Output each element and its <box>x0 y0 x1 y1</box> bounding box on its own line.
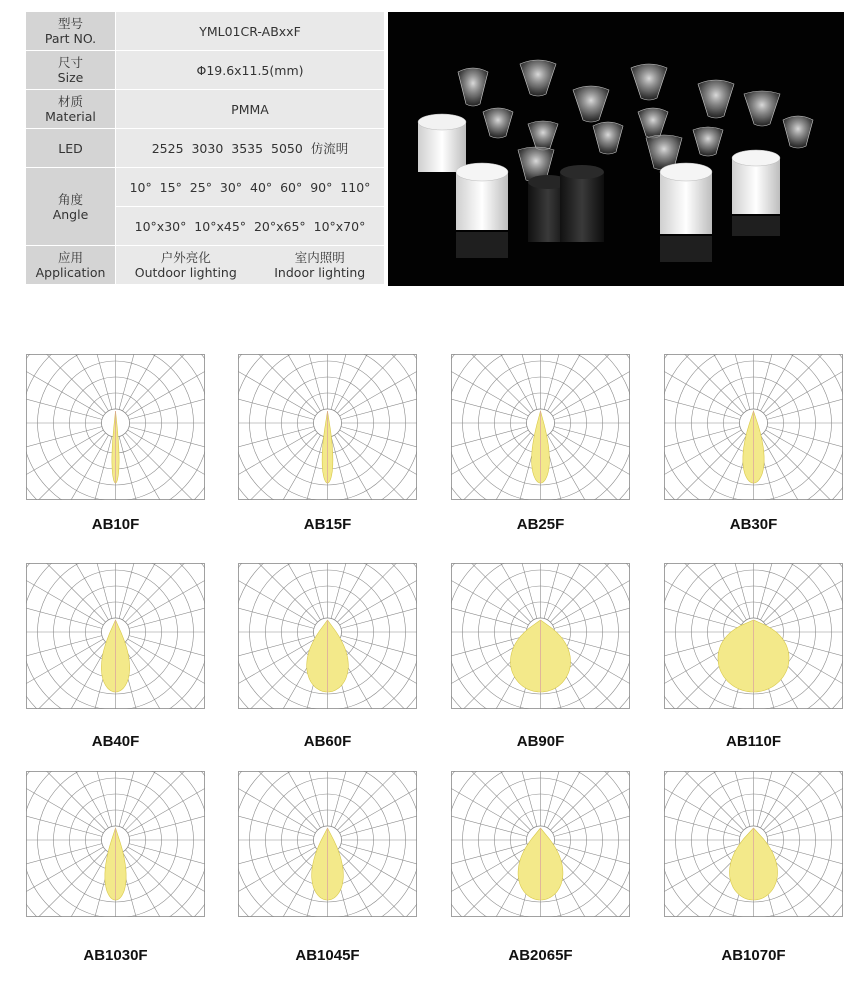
grid-spoke <box>337 642 417 709</box>
beam-label: AB90F <box>516 733 565 750</box>
beam-diagram <box>664 354 843 500</box>
beam-label: AB25F <box>516 516 565 533</box>
grid-spoke <box>26 636 102 684</box>
grid-spoke <box>702 437 750 500</box>
grid-spoke <box>129 427 205 475</box>
beam-diagram <box>451 563 630 709</box>
grid-spoke <box>337 850 417 917</box>
beam-diagram <box>664 771 843 917</box>
grid-spoke <box>238 850 318 917</box>
grid-spoke <box>702 354 750 409</box>
grid-spoke <box>340 639 417 709</box>
beam-label: AB1070F <box>721 947 786 964</box>
angle-label-cn: 角度 <box>57 191 83 207</box>
size-label-en: Size <box>57 70 84 85</box>
grid-spoke <box>489 437 537 500</box>
polar-grid <box>664 771 843 917</box>
grid-spoke <box>128 563 205 625</box>
application-label-en: Application <box>35 265 106 280</box>
grid-spoke <box>128 771 205 833</box>
grid-spoke <box>238 771 315 833</box>
grid-spoke <box>129 580 205 628</box>
grid-spoke <box>26 371 102 419</box>
grid-spoke <box>129 636 205 684</box>
grid-spoke <box>26 580 102 628</box>
grid-spoke <box>26 771 103 833</box>
grid-spoke <box>702 563 750 618</box>
beam-diagram <box>26 771 205 917</box>
grid-spoke <box>238 580 314 628</box>
grid-spoke <box>119 437 167 500</box>
grid-spoke <box>766 847 843 917</box>
grid-spoke <box>767 580 843 628</box>
grid-spoke <box>276 563 324 618</box>
grid-spoke <box>664 580 740 628</box>
application-value <box>116 246 385 285</box>
grid-spoke <box>553 847 630 917</box>
grid-spoke <box>331 354 379 409</box>
application-outdoor-en: Outdoor lighting <box>134 265 237 280</box>
grid-spoke <box>331 563 379 618</box>
polar-grid <box>26 771 205 917</box>
grid-spoke <box>757 354 805 409</box>
beam-label: AB15F <box>303 516 352 533</box>
grid-spoke <box>767 371 843 419</box>
grid-spoke <box>340 847 417 917</box>
grid-spoke <box>26 563 103 625</box>
grid-spoke <box>129 844 205 892</box>
beam-label: AB110F <box>725 733 782 750</box>
grid-spoke <box>664 563 741 625</box>
polar-grid <box>238 771 417 917</box>
beam-diagram <box>238 771 417 917</box>
grid-spoke <box>553 430 630 500</box>
grid-spoke <box>341 788 417 836</box>
grid-spoke <box>129 371 205 419</box>
grid-spoke <box>664 371 740 419</box>
grid-spoke <box>553 563 630 625</box>
grid-spoke <box>554 371 630 419</box>
grid-spoke <box>337 433 417 500</box>
application-label-cn: 应用 <box>57 250 83 265</box>
grid-spoke <box>664 847 741 917</box>
grid-spoke <box>766 430 843 500</box>
grid-spoke <box>238 433 318 500</box>
grid-spoke <box>125 433 205 500</box>
part-no-label <box>26 12 116 51</box>
grid-spoke <box>26 430 103 500</box>
beam-label: AB10F <box>91 516 140 533</box>
application-label <box>26 246 116 285</box>
beam-diagram <box>664 563 843 709</box>
grid-spoke <box>451 844 527 892</box>
part-no-label-en: Part NO. <box>44 31 97 46</box>
grid-spoke <box>757 771 805 826</box>
grid-spoke <box>489 771 537 826</box>
grid-spoke <box>767 427 843 475</box>
application-indoor <box>274 250 365 280</box>
grid-spoke <box>664 433 744 500</box>
grid-spoke <box>238 642 318 709</box>
grid-spoke <box>664 430 741 500</box>
grid-spoke <box>238 371 314 419</box>
grid-spoke <box>26 433 106 500</box>
grid-spoke <box>451 788 527 836</box>
application-indoor-cn: 室内照明 <box>294 250 345 265</box>
polar-grid <box>451 563 630 709</box>
application-outdoor-cn: 户外亮化 <box>160 250 211 265</box>
grid-spoke <box>554 788 630 836</box>
grid-spoke <box>340 563 417 625</box>
part-no-label-cn: 型号 <box>57 16 83 31</box>
grid-spoke <box>451 430 528 500</box>
polar-grid <box>451 771 630 917</box>
grid-spoke <box>238 788 314 836</box>
grid-spoke <box>64 563 112 618</box>
beam-label: AB40F <box>91 733 140 750</box>
grid-spoke <box>341 580 417 628</box>
grid-spoke <box>451 371 527 419</box>
grid-spoke <box>341 371 417 419</box>
grid-spoke <box>489 563 537 618</box>
material-value: PMMA <box>116 90 385 129</box>
grid-spoke <box>26 639 103 709</box>
angle-value-2: 10°x30° 10°x45° 20°x65° 10°x70° <box>116 207 385 246</box>
polar-grid <box>664 563 843 709</box>
grid-spoke <box>119 771 167 826</box>
grid-spoke <box>763 433 843 500</box>
grid-spoke <box>238 847 315 917</box>
grid-spoke <box>26 844 102 892</box>
polar-grid <box>451 354 630 500</box>
beam-diagram <box>238 354 417 500</box>
grid-spoke <box>125 642 205 709</box>
material-label-cn: 材质 <box>57 94 83 109</box>
angle-label-en: Angle <box>52 206 89 222</box>
grid-spoke <box>553 771 630 833</box>
grid-spoke <box>550 433 630 500</box>
grid-spoke <box>664 354 741 416</box>
grid-spoke <box>664 771 741 833</box>
grid-spoke <box>276 437 324 500</box>
grid-spoke <box>26 847 103 917</box>
grid-spoke <box>238 636 314 684</box>
beam-diagram <box>451 771 630 917</box>
grid-spoke <box>544 354 592 409</box>
polar-grid <box>26 354 205 500</box>
grid-spoke <box>544 563 592 618</box>
grid-spoke <box>64 437 112 500</box>
material-label <box>26 90 116 129</box>
grid-spoke <box>664 788 740 836</box>
product-photo-illustration <box>388 12 844 286</box>
grid-spoke <box>125 850 205 917</box>
grid-spoke <box>451 433 531 500</box>
grid-spoke <box>451 580 527 628</box>
grid-spoke <box>340 430 417 500</box>
grid-spoke <box>554 580 630 628</box>
grid-spoke <box>238 430 315 500</box>
grid-spoke <box>119 563 167 618</box>
material-label-en: Material <box>45 109 96 124</box>
grid-spoke <box>664 844 740 892</box>
polar-grid <box>664 354 843 500</box>
grid-spoke <box>341 844 417 892</box>
grid-spoke <box>238 427 314 475</box>
grid-spoke <box>489 354 537 409</box>
grid-spoke <box>766 563 843 625</box>
beam-diagram <box>238 563 417 709</box>
grid-spoke <box>64 854 112 917</box>
size-value: Φ19.6x11.5(mm) <box>116 51 385 90</box>
grid-spoke <box>26 427 102 475</box>
grid-spoke <box>451 427 527 475</box>
grid-spoke <box>128 639 205 709</box>
angle-value-1: 10° 15° 25° 30° 40° 60° 90° 110° <box>116 168 385 207</box>
polar-grid <box>26 563 205 709</box>
size-label-cn: 尺寸 <box>57 55 83 70</box>
grid-spoke <box>544 771 592 826</box>
beam-diagram <box>451 354 630 500</box>
grid-spoke <box>238 563 315 625</box>
grid-spoke <box>451 354 528 416</box>
grid-spoke <box>331 437 379 500</box>
grid-spoke <box>341 427 417 475</box>
grid-spoke <box>26 354 103 416</box>
grid-spoke <box>702 771 750 826</box>
beam-label: AB1030F <box>83 947 148 964</box>
grid-spoke <box>64 354 112 409</box>
grid-spoke <box>451 847 528 917</box>
grid-spoke <box>664 427 740 475</box>
grid-spoke <box>766 771 843 833</box>
grid-spoke <box>451 850 531 917</box>
beam-label: AB2065F <box>508 947 573 964</box>
grid-spoke <box>26 642 106 709</box>
grid-spoke <box>276 771 324 826</box>
beam-label: AB1045F <box>295 947 360 964</box>
grid-spoke <box>553 354 630 416</box>
grid-spoke <box>238 354 315 416</box>
beam-diagram <box>26 354 205 500</box>
part-no-value: YML01CR-ABxxF <box>116 12 385 51</box>
grid-spoke <box>26 850 106 917</box>
grid-spoke <box>128 847 205 917</box>
grid-spoke <box>119 354 167 409</box>
grid-spoke <box>128 354 205 416</box>
grid-spoke <box>340 771 417 833</box>
grid-spoke <box>757 437 805 500</box>
grid-spoke <box>128 430 205 500</box>
polar-grid <box>238 563 417 709</box>
grid-spoke <box>26 788 102 836</box>
grid-spoke <box>767 844 843 892</box>
led-label: LED <box>26 129 116 168</box>
grid-spoke <box>64 771 112 826</box>
grid-spoke <box>757 563 805 618</box>
grid-spoke <box>238 639 315 709</box>
grid-spoke <box>554 844 630 892</box>
grid-spoke <box>767 788 843 836</box>
grid-spoke <box>544 437 592 500</box>
beam-diagram <box>26 563 205 709</box>
grid-spoke <box>554 427 630 475</box>
grid-spoke <box>451 563 528 625</box>
polar-grid <box>238 354 417 500</box>
grid-spoke <box>550 850 630 917</box>
led-value: 2525 3030 3535 5050 仿流明 <box>116 129 385 168</box>
grid-spoke <box>129 788 205 836</box>
grid-spoke <box>238 844 314 892</box>
grid-spoke <box>276 354 324 409</box>
grid-spoke <box>340 354 417 416</box>
grid-spoke <box>766 354 843 416</box>
angle-label <box>26 168 116 246</box>
grid-spoke <box>341 636 417 684</box>
application-indoor-en: Indoor lighting <box>274 265 366 280</box>
grid-spoke <box>331 771 379 826</box>
product-photo <box>388 12 844 286</box>
beam-label: AB60F <box>303 733 352 750</box>
application-outdoor <box>135 250 237 280</box>
size-label <box>26 51 116 90</box>
beam-label: AB30F <box>729 516 778 533</box>
spec-table <box>25 11 385 285</box>
grid-spoke <box>451 771 528 833</box>
grid-spoke <box>119 854 167 917</box>
